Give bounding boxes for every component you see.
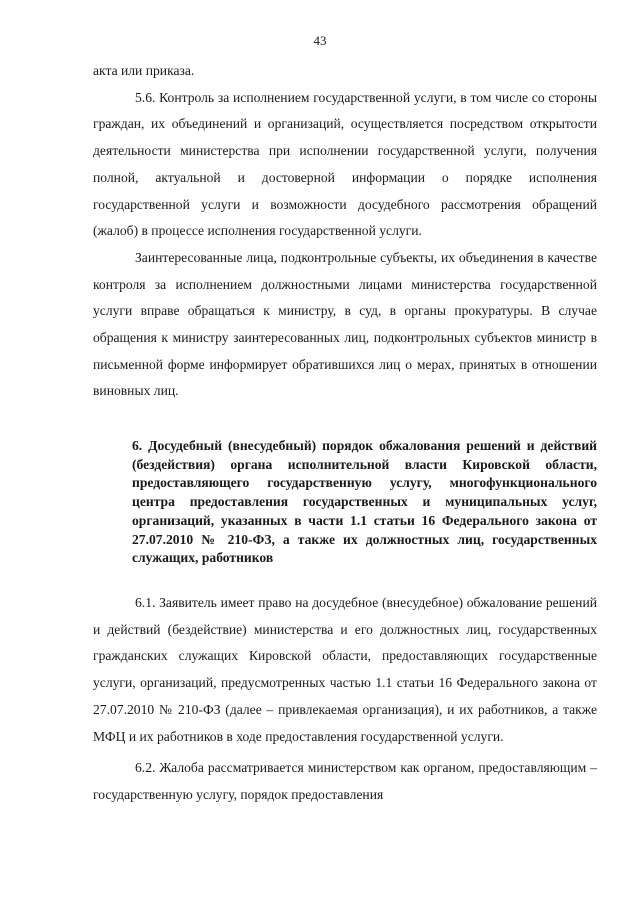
- top-text-block: [93, 58, 597, 405]
- paragraph-continuation: акта или приказа.: [93, 63, 195, 78]
- paragraph-6-2: 6.2. Жалоба рассматривается министерством как органом, предоставляющим – государственную услугу, порядок предоставления: [93, 760, 597, 802]
- paragraph-5-6: 5.6. Контроль за исполнением государственной услуги, в том числе со стороны граждан, их объединений и организаций, осуществляется посредством открытости деятельности министерства при исполнении государственной услуги, получения полной, актуальной и достоверной информации о порядке исполнения государственной услуги и возможности досудебного рассмотрения обращений (жалоб) в процессе исполнения государственной услуги.: [93, 89, 597, 239]
- page-number: 43: [313, 33, 327, 48]
- paragraph-interested-parties: Заинтересованные лица, подконтрольные субъекты, их объединения в качестве контроля за исполнением должностными лицами министерства государственной услуги вправе обращаться к министру, в суд, в органы прокуратуры. В случае обращения к министру заинтересованных лиц, подконтрольных субъектов министр в письменной форме информирует обратившихся лиц о мерах, принятых в отношении виновных лиц.: [93, 249, 597, 399]
- section-6-heading: 6. Досудебный (внесудебный) порядок обжалования решений и действий (бездействия) органа исполнительной власти Кировской области, предоставляющего государственную услугу, многофункционального центра предоставления государственных и муниципальных услуг, организаций, указанных в части 1.1 статьи 16 Федерального закона от 27.07.2010 № 210-ФЗ, а также их должностных лиц, государственных служащих, работников: [132, 438, 597, 566]
- bottom-text-block: [93, 590, 597, 809]
- paragraph-6-1: 6.1. Заявитель имеет право на досудебное (внесудебное) обжалование решений и действий (бездействие) министерства и его должностных лиц, государственных гражданских служащих Кировской области, предоставляющих государственные услуги, организаций, предусмотренных частью 1.1 статьи 16 Федерального закона от 27.07.2010 № 210-ФЗ (далее – привлекаемая организация), и их работников, а также МФЦ и их работников в ходе предоставления государственной услуги.: [93, 595, 597, 744]
